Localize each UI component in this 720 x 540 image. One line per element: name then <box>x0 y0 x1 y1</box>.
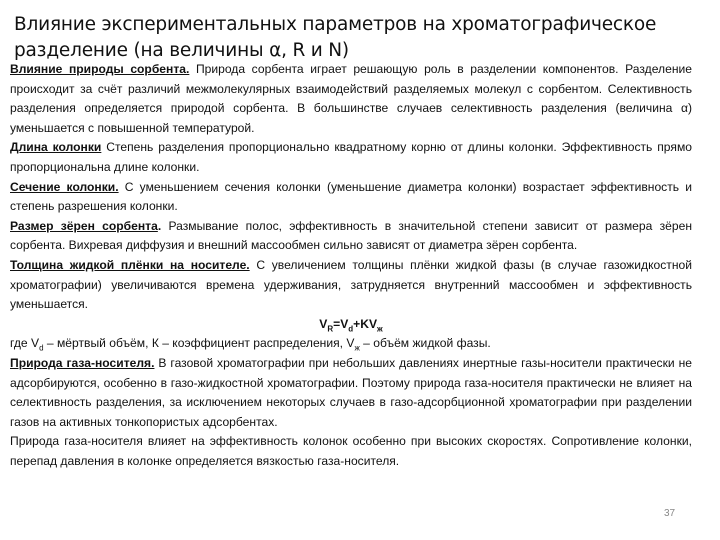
text-length: Степень разделения пропорционально квадратному корню от длины колонки. Эффективность прямо пропорциональна длине колонки. <box>10 140 692 174</box>
legend-sub-d: d <box>39 343 44 353</box>
label-film: Толщина жидкой плёнки на носителе. <box>10 257 250 272</box>
label-gas: Природа газа-носителя. <box>10 355 155 370</box>
paragraph-film <box>10 256 692 315</box>
slide-body <box>10 60 692 471</box>
paragraph-sorbent <box>10 60 692 138</box>
label-grain-dot: . <box>157 218 162 233</box>
legend-sub-zh: ж <box>354 343 360 353</box>
label-length: Длина колонки <box>10 140 102 155</box>
title-text-end: , R и N) <box>281 40 349 61</box>
formula-eq: =V <box>333 316 349 331</box>
label-grain: Размер зёрен сорбента <box>10 218 158 233</box>
text-gas: В газовой хроматографии при небольших давлениях инертные газы-носители практически не адсорбируются, особенно в газо-жидкостной хроматографии. Поэтому природа газа-носителя практически не влияет на селективность разделения, за исключением некоторых случаев в газо-адсорбционной хроматографии при разделении газов на активных тонкопористых адсорбентах. <box>10 355 692 429</box>
title-text: Влияние экспериментальных параметров на хроматографическое разделение (на величины <box>14 14 657 61</box>
legend-part-b: – мёртвый объём, К – коэффициент распределения, V <box>43 336 355 351</box>
formula-sub-d: d <box>348 324 354 334</box>
formula-sub-r: R <box>327 324 334 334</box>
text-grain: Размывание полос, эффективность в значительной степени зависит от размера зёрен сорбента. Вихревая диффузия и внешний массообмен сильно зависят от диаметра зёрен сорбента. <box>10 218 693 253</box>
formula-legend <box>10 334 692 354</box>
text-section: С уменьшением сечения колонки (уменьшение диаметра колонки) возрастает эффективность и степень разрешения колонки. <box>10 179 692 214</box>
formula <box>10 315 692 335</box>
paragraph-gas <box>10 354 692 432</box>
formula-plus: +KV <box>353 316 378 331</box>
page-number: 37 <box>664 508 676 519</box>
paragraph-grain <box>10 217 692 256</box>
legend-part-a: где V <box>10 336 40 351</box>
title-alpha: α <box>269 40 282 61</box>
paragraph-length <box>10 138 692 177</box>
formula-sub-zh: ж <box>377 324 383 334</box>
legend-part-c: – объём жидкой фазы. <box>359 336 491 351</box>
label-sorbent: Влияние природы сорбента. <box>10 62 190 76</box>
paragraph-gas-2 <box>10 432 692 471</box>
formula-v: V <box>319 316 328 331</box>
text-sorbent: Природа сорбента играет решающую роль в разделении компонентов. Разделение происходит за счёт различий межмолекулярных взаимодействий разделяемых молекул с сорбентом. Селективность разделения определяется природой сорбента. В большинстве случаев селективность разделения (величина α) уменьшается с повышенной температурой. <box>10 62 692 135</box>
text-gas-2: Природа газа-носителя влияет на эффективность колонок особенно при высоких скоростях. Сопротивление колонки, перепад давления в колонке определяется вязкостью газа-носителя. <box>10 434 692 468</box>
paragraph-section <box>10 178 692 217</box>
label-section: Сечение колонки. <box>10 179 119 194</box>
text-film: С увеличением толщины плёнки жидкой фазы (в случае газожидкостной хроматографии) увеличиваются времена удерживания, затрудняется внутренний массообмен и эффективность уменьшается. <box>10 257 692 312</box>
slide-title <box>14 12 704 64</box>
